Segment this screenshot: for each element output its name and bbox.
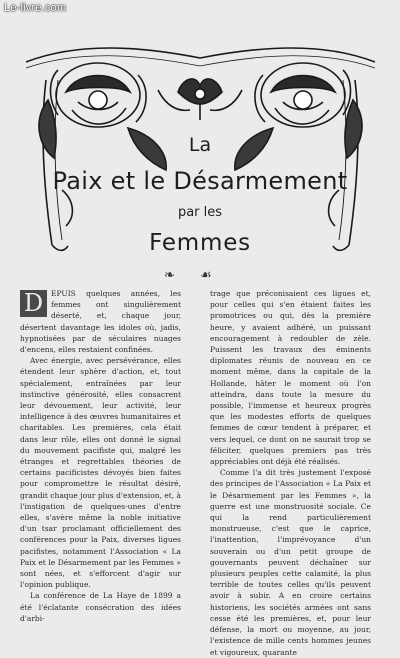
right-text-column xyxy=(210,288,371,658)
title-line-femmes: Femmes xyxy=(149,230,251,256)
fleuron-ornament-right: ☙ xyxy=(200,268,212,283)
left-text-column xyxy=(20,288,181,624)
drop-cap-letter: D xyxy=(20,290,47,317)
paragraph: Comme l'a dit très justement l'exposé des principes de l'Association « La Paix et le Désarmement par les Femmes », la guerre est une monstruosité sociale. Ce qui la rend particulièrement monstrueuse, c'est que le caprice, l'inattention, l'imprévoyance d'un souverain ou d'un petit groupe de gouvernants peuvent déchaîner sur plusieurs peuples cette calamité, la plus terrible de toutes celles qu'ils peuvent avoir à subir. A en croire certains historiens, les sociétés armées ont sans cesse été les premières, et, pour leur défense, la mort ou moyenne, au jour, l'existence de mille cents hommes jeunes et vigoureux, quarante xyxy=(210,468,371,657)
paragraph-text: EPUIS quelques années, les femmes ont singulièrement déserté, et, chaque jour, désertent davantage les idoles où, jadis, hypnotisées par de séculaires nuages d'encens, elles restaient confinées. xyxy=(20,289,181,355)
title-line-paix-et-le-desarmement: Paix et le Désarmement xyxy=(52,167,348,195)
watermark: Le-livre.com xyxy=(4,2,67,14)
paragraph: trage que préconisaient ces ligues et, pour celles qui s'en étaient faites les promotrices ou qui, dès la première heure, y avaient adhéré, un puissant encouragement à redoubler de zèle. Puissent les travaux des éminents diplomates réunis de nouveau en ce moment même, dans la capitale de la Hollande, hâter le moment où l'on atteindra, dans toute la mesure du possible, l'immense et heureux progrès que les modestes efforts de quelques femmes de cœur tendent à préparer, et vers lequel, ce dont on ne saurait trop se féliciter, quelques premiers pas très appréciables ont déjà été réalisés. xyxy=(210,289,371,467)
paragraph xyxy=(20,288,181,355)
fleuron-ornament-left: ❧ xyxy=(164,268,175,283)
title-line-la: La xyxy=(188,134,212,156)
title-line-par-les: par les xyxy=(177,205,223,220)
paragraph: Avec énergie, avec persévérance, elles étendent leur sphère d'action, et, tout spécialement, entraînées par leur instinctive générosité, elles consacrent leur dévouement, leur activité, leur intelligence à des œuvres humanitaires et charitables. Les premières, cela était dans leur rôle, elles ont donné le signal du mouvement pacifiste qui, malgré les étranges et regrettables théories de certains pacificistes dévoyés bien faites pour compromettre le résultat désiré, grandit chaque jour plus d'extension, et, à l'instigation de quelques-unes d'entre elles, s'avère même la noble initiative d'un tsar proclamant officiellement des conférences pour la Paix, diverses ligues pacifistes, notamment l'Association « La Paix et le Désarmement par les Femmes » sont nées, et s'efforcent d'agir sur l'opinion publique. xyxy=(20,356,182,590)
paragraph: La conférence de La Haye de 1899 a été l'éclatante consécration des idées d'arbi- xyxy=(20,591,181,623)
